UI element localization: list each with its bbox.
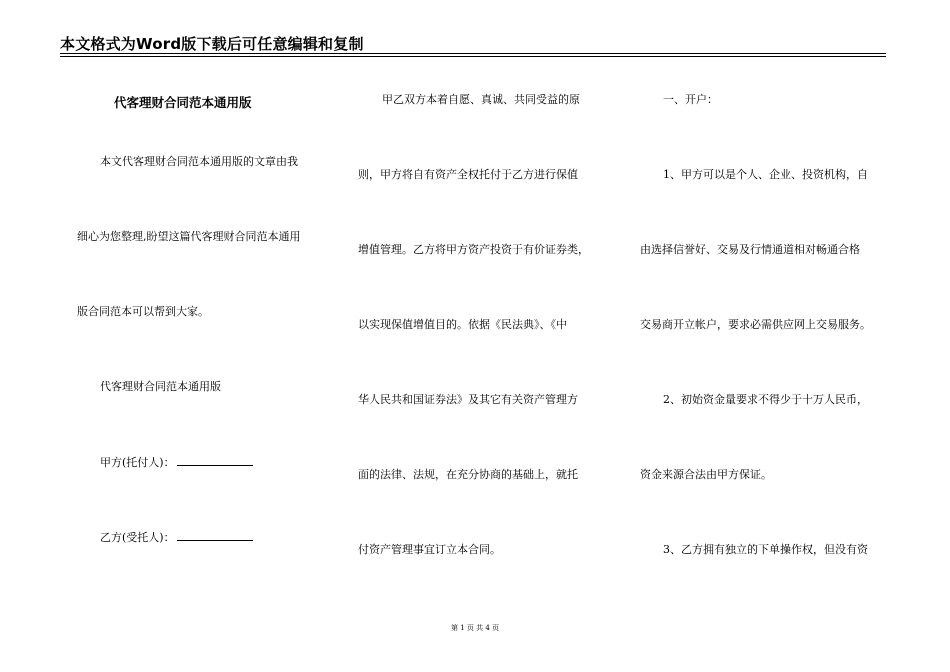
header-rule-secondary xyxy=(60,56,886,57)
right-line-2: 1、甲方可以是个人、企业、投资机构，自 xyxy=(663,168,868,181)
middle-line-1: 甲乙双方本着自愿、真诚、共同受益的原 xyxy=(382,93,580,106)
middle-line-7: 付资产管理事宜订立本合同。 xyxy=(358,543,501,556)
right-line-7: 3、乙方拥有独立的下单操作权，但没有资 xyxy=(663,543,868,556)
header-rule xyxy=(60,53,886,54)
party-b-blank[interactable] xyxy=(177,530,253,541)
party-a-label: 甲方(托付人)： xyxy=(100,456,175,469)
middle-line-5: 华人民共和国证券法》及其它有关资产管理方 xyxy=(358,393,578,406)
party-a-blank[interactable] xyxy=(177,455,253,466)
middle-line-3: 增值管理。乙方将甲方资产投资于有价证券类， xyxy=(358,243,589,256)
right-line-5: 2、初始资金量要求不得少于十万人民币， xyxy=(663,393,868,406)
party-b-label: 乙方(受托人)： xyxy=(100,531,175,544)
right-line-1: 一、开户： xyxy=(663,93,718,106)
document-title: 代客理财合同范本通用版 xyxy=(114,95,252,110)
download-banner: 本文格式为Word版下载后可任意编辑和复制 xyxy=(60,35,364,53)
right-line-3: 由选择信誉好、交易及行情通道相对畅通合格 xyxy=(640,243,860,256)
right-line-6: 资金来源合法由甲方保证。 xyxy=(640,468,772,481)
right-line-4: 交易商开立帐户，要求必需供应网上交易服务。 xyxy=(640,318,871,331)
left-line-3: 版合同范本可以帮到大家。 xyxy=(77,305,209,318)
middle-line-2: 则，甲方将自有资产全权托付于乙方进行保值 xyxy=(358,168,578,181)
left-line-2: 细心为您整理,盼望这篇代客理财合同范本通用 xyxy=(77,230,301,243)
party-b-row xyxy=(100,530,253,545)
page-footer: 第 1 页 共 4 页 xyxy=(450,624,500,632)
left-line-4: 代客理财合同范本通用版 xyxy=(100,380,221,393)
middle-line-4: 以实现保值增值目的。依据《民法典》、《中 xyxy=(358,318,567,331)
middle-line-6: 面的法律、法规，在充分协商的基础上，就托 xyxy=(358,468,578,481)
party-a-row xyxy=(100,455,253,470)
left-line-1: 本文代客理财合同范本通用版的文章由我 xyxy=(100,155,298,168)
